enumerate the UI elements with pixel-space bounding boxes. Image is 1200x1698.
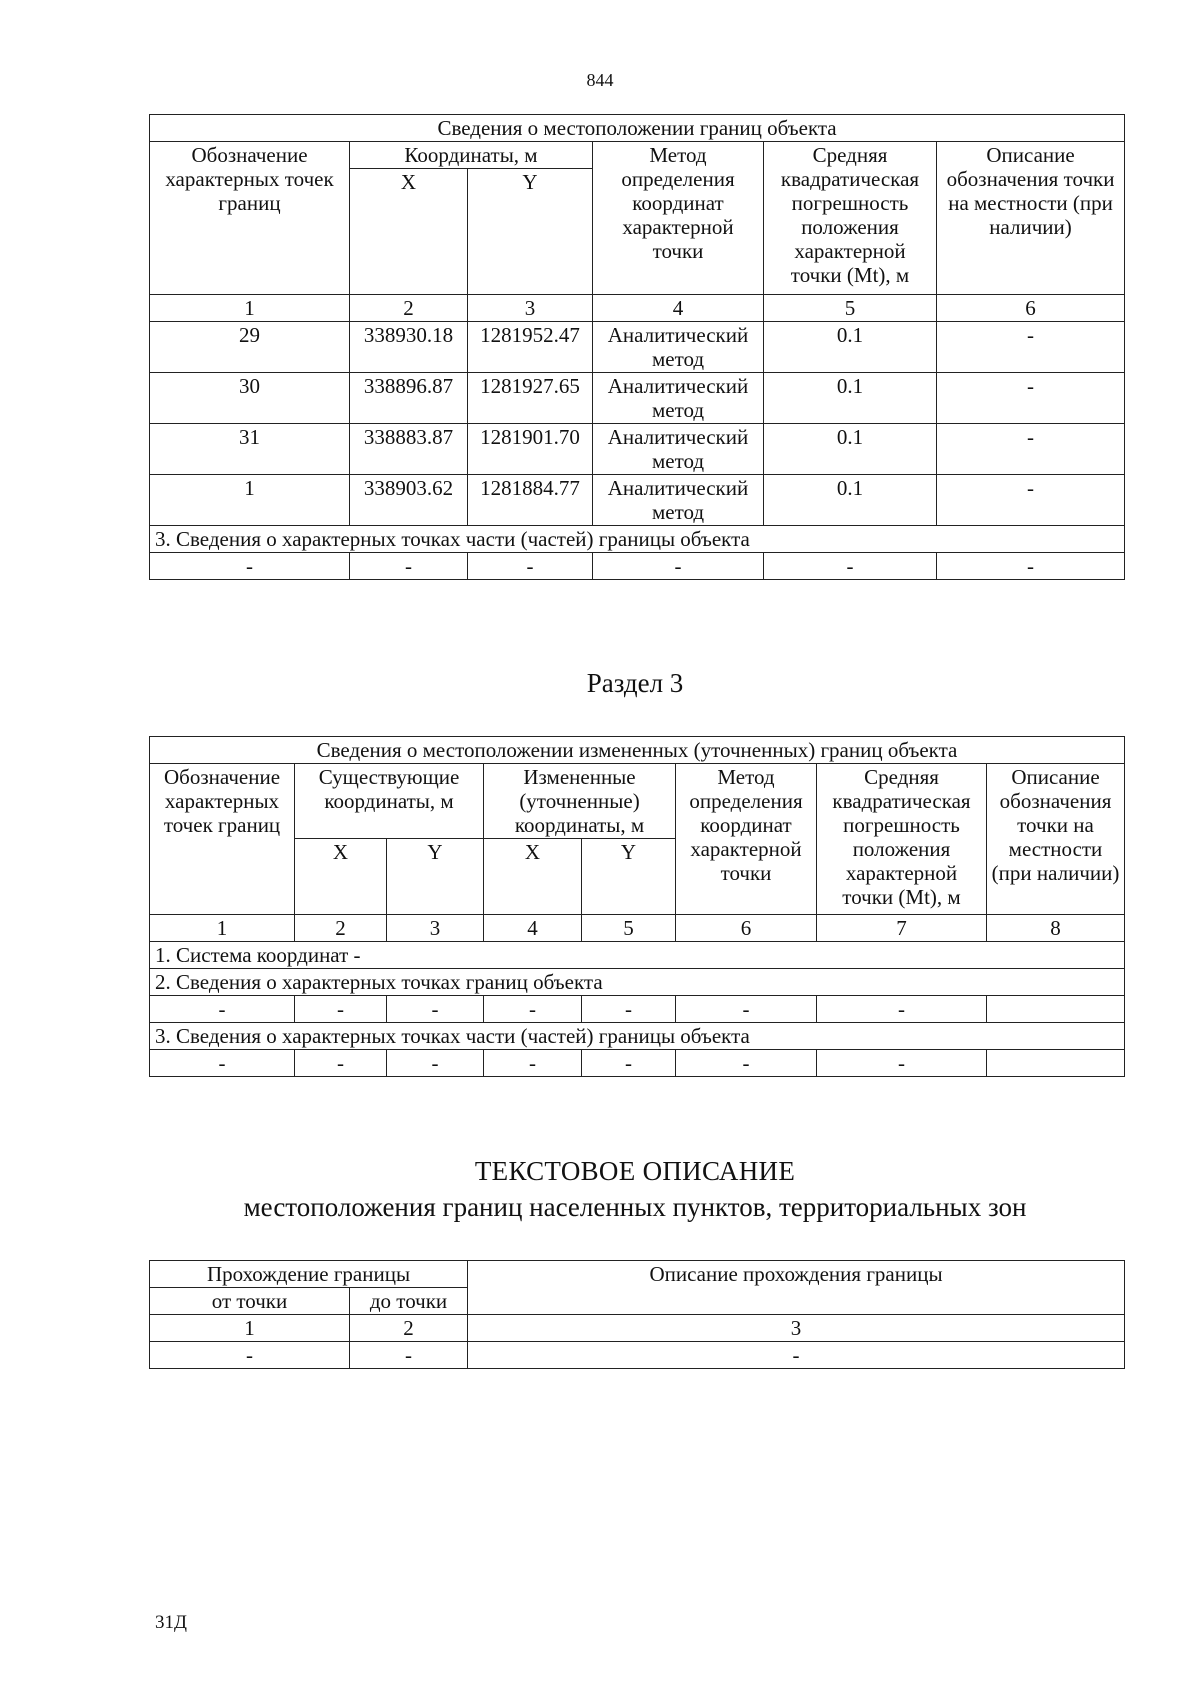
table-row (150, 996, 1125, 1023)
col-number: 4 (484, 915, 582, 942)
method: Аналитический метод (593, 373, 764, 424)
header-from-point: от точки (150, 1288, 350, 1315)
header-description: Описание обозначения точки на местности (при наличии) (937, 142, 1125, 295)
empty-cell: - (484, 996, 582, 1023)
header-x: X (484, 839, 582, 915)
empty-cell: - (468, 1342, 1125, 1369)
coord-x: 338896.87 (350, 373, 468, 424)
coord-y: 1281884.77 (468, 475, 593, 526)
empty-cell: - (764, 553, 937, 580)
col-number: 3 (387, 915, 484, 942)
table-row (150, 1342, 1125, 1369)
table-row (150, 1050, 1125, 1077)
col-number: 3 (468, 1315, 1125, 1342)
section-label: 3. Сведения о характерных точках части (частей) границы объекта (150, 1023, 1125, 1050)
header-changed-coords: Измененные (уточненные) координаты, м (484, 764, 676, 839)
coord-x: 338883.87 (350, 424, 468, 475)
col-number: 3 (468, 295, 593, 322)
method: Аналитический метод (593, 475, 764, 526)
header-y: Y (468, 169, 593, 295)
method: Аналитический метод (593, 424, 764, 475)
header-x: X (295, 839, 387, 915)
table1-title: Сведения о местоположении границ объекта (150, 115, 1125, 142)
table-row (150, 553, 1125, 580)
point-id: 30 (150, 373, 350, 424)
changed-boundary-table (149, 736, 1125, 1077)
header-error: Средняя квадратическая погрешность положения характерной точки (Mt), м (817, 764, 987, 915)
empty-cell: - (150, 1342, 350, 1369)
footer-code: 31Д (155, 1612, 187, 1633)
description: - (937, 424, 1125, 475)
empty-cell: - (295, 996, 387, 1023)
empty-cell: - (150, 996, 295, 1023)
point-id: 29 (150, 322, 350, 373)
empty-cell: - (676, 996, 817, 1023)
header-passage: Прохождение границы (150, 1261, 468, 1288)
empty-cell: - (350, 1342, 468, 1369)
header-y: Y (387, 839, 484, 915)
method: Аналитический метод (593, 322, 764, 373)
page-number: 844 (586, 70, 614, 90)
boundary-points-table (149, 114, 1125, 580)
description: - (937, 373, 1125, 424)
table-row (150, 475, 1125, 526)
col-number: 6 (676, 915, 817, 942)
col-number: 1 (150, 1315, 350, 1342)
coord-y: 1281901.70 (468, 424, 593, 475)
header-points: Обозначение характерных точек границ (150, 142, 350, 295)
header-points: Обозначение характерных точек границ (150, 764, 295, 915)
col-number: 5 (582, 915, 676, 942)
col-number: 5 (764, 295, 937, 322)
header-method: Метод определения координат характерной точки (676, 764, 817, 915)
empty-cell: - (582, 996, 676, 1023)
empty-cell: - (676, 1050, 817, 1077)
col-number: 8 (987, 915, 1125, 942)
error-value: 0.1 (764, 424, 937, 475)
empty-cell: - (817, 1050, 987, 1077)
empty-cell (987, 996, 1125, 1023)
col-number: 2 (350, 295, 468, 322)
boundary-passage-table (149, 1260, 1125, 1369)
empty-cell: - (593, 553, 764, 580)
text-description-title: ТЕКСТОВОЕ ОПИСАНИЕ (474, 1156, 796, 1186)
error-value: 0.1 (764, 475, 937, 526)
section-title: Раздел 3 (586, 668, 684, 698)
empty-cell: - (468, 553, 593, 580)
error-value: 0.1 (764, 322, 937, 373)
description: - (937, 475, 1125, 526)
coordinate-system-label: 1. Система координат - (150, 942, 1125, 969)
empty-cell: - (582, 1050, 676, 1077)
header-x: X (350, 169, 468, 295)
table-row (150, 424, 1125, 475)
header-existing-coords: Существующие координаты, м (295, 764, 484, 839)
empty-cell (987, 1050, 1125, 1077)
header-coordinates: Координаты, м (350, 142, 593, 169)
coord-y: 1281952.47 (468, 322, 593, 373)
header-description: Описание обозначения точки на местности (при наличии) (987, 764, 1125, 915)
empty-cell: - (150, 553, 350, 580)
section-label: 2. Сведения о характерных точках границ объекта (150, 969, 1125, 996)
col-number: 7 (817, 915, 987, 942)
section-label: 3. Сведения о характерных точках части (частей) границы объекта (150, 526, 1125, 553)
empty-cell: - (387, 996, 484, 1023)
coord-x: 338903.62 (350, 475, 468, 526)
empty-cell: - (150, 1050, 295, 1077)
empty-cell: - (484, 1050, 582, 1077)
header-y: Y (582, 839, 676, 915)
col-number: 1 (150, 295, 350, 322)
empty-cell: - (350, 553, 468, 580)
point-id: 31 (150, 424, 350, 475)
header-to-point: до точки (350, 1288, 468, 1315)
col-number: 2 (350, 1315, 468, 1342)
error-value: 0.1 (764, 373, 937, 424)
header-passage-description: Описание прохождения границы (468, 1261, 1125, 1315)
text-description-subtitle: местоположения границ населенных пунктов, территориальных зон (243, 1192, 1027, 1222)
coord-y: 1281927.65 (468, 373, 593, 424)
empty-cell: - (387, 1050, 484, 1077)
header-error: Средняя квадратическая погрешность положения характерной точки (Mt), м (764, 142, 937, 295)
empty-cell: - (937, 553, 1125, 580)
table2-title: Сведения о местоположении измененных (уточненных) границ объекта (150, 737, 1125, 764)
table-row (150, 373, 1125, 424)
empty-cell: - (817, 996, 987, 1023)
table-row (150, 322, 1125, 373)
point-id: 1 (150, 475, 350, 526)
header-method: Метод определения координат характерной точки (593, 142, 764, 295)
col-number: 1 (150, 915, 295, 942)
col-number: 4 (593, 295, 764, 322)
col-number: 2 (295, 915, 387, 942)
description: - (937, 322, 1125, 373)
col-number: 6 (937, 295, 1125, 322)
empty-cell: - (295, 1050, 387, 1077)
coord-x: 338930.18 (350, 322, 468, 373)
